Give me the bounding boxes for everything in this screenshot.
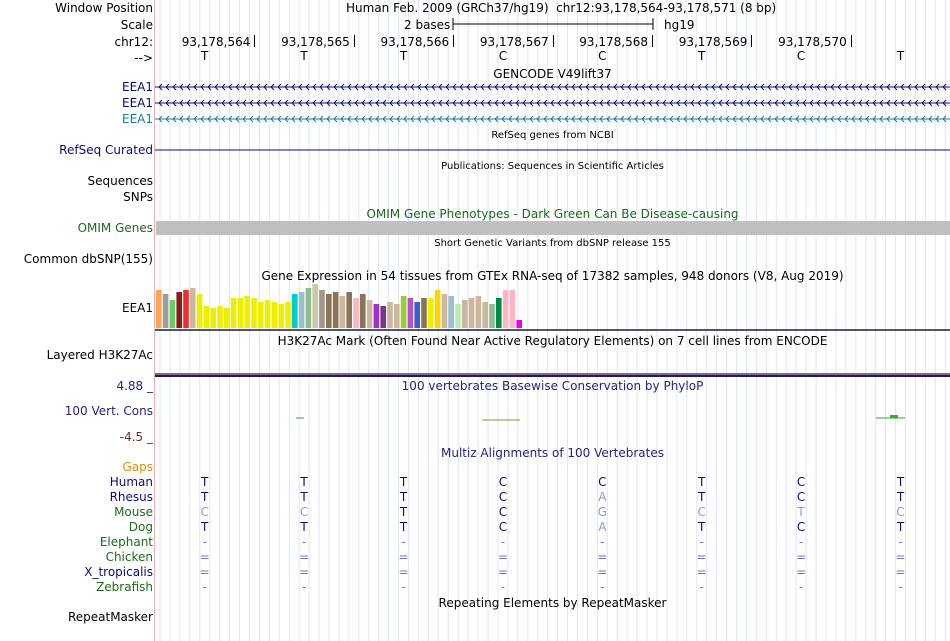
alignment-base: C <box>498 505 508 519</box>
coordinate-label: 93,178,565 <box>281 35 350 49</box>
refseq-track-title: RefSeq genes from NCBI <box>491 130 614 141</box>
gtex-tissue-bar[interactable] <box>496 298 502 328</box>
gencode-item-label[interactable]: EEA1 <box>121 80 153 94</box>
alignment-base: - <box>401 580 406 594</box>
alignment-base: = <box>696 550 707 564</box>
gtex-bar-chart <box>156 284 522 328</box>
assembly-text: Human Feb. 2009 (GRCh37/hg19) <box>346 1 549 15</box>
alignment-base: - <box>898 535 903 549</box>
dbsnp-track-title: Short Genetic Variants from dbSNP release 155 <box>434 238 671 249</box>
gtex-tissue-bar[interactable] <box>170 300 176 328</box>
gtex-tissue-bar[interactable] <box>367 300 373 328</box>
gtex-tissue-bar[interactable] <box>326 294 332 328</box>
alignment-base: T <box>896 520 905 534</box>
gtex-tissue-bar[interactable] <box>455 304 461 328</box>
strand-label: --> <box>134 51 153 65</box>
gtex-tissue-bar[interactable] <box>265 300 271 328</box>
coordinate-label: 93,178,570 <box>778 35 847 49</box>
alignment-base: T <box>698 490 706 504</box>
multiz-species-label[interactable]: Chicken <box>105 550 153 564</box>
base-letter: T <box>698 49 706 63</box>
alignment-base: = <box>597 565 608 579</box>
gtex-tissue-bar[interactable] <box>312 284 318 328</box>
multiz-species-label[interactable]: Zebrafish <box>96 580 153 594</box>
gtex-tissue-bar[interactable] <box>489 304 495 328</box>
conservation-track-label[interactable]: 100 Vert. Cons <box>64 404 153 418</box>
gtex-tissue-bar[interactable] <box>319 290 325 328</box>
alignment-base: = <box>398 550 409 564</box>
coordinate-label: 93,178,564 <box>181 35 251 49</box>
base-letter: C <box>498 49 508 63</box>
gtex-tissue-bar[interactable] <box>333 292 339 328</box>
multiz-species-label[interactable]: Mouse <box>114 505 153 519</box>
alignment-base: A <box>598 490 607 504</box>
alignment-base: = <box>497 565 508 579</box>
alignment-base: = <box>497 550 508 564</box>
multiz-gaps-label[interactable]: Gaps <box>122 460 153 474</box>
gtex-tissue-bar[interactable] <box>516 320 522 328</box>
gtex-tissue-bar[interactable] <box>306 288 312 328</box>
alignment-base: G <box>597 505 607 519</box>
alignment-base: T <box>698 475 706 489</box>
gtex-tissue-bar[interactable] <box>197 294 203 328</box>
base-letter: T <box>896 49 905 63</box>
alignment-base: T <box>300 490 308 504</box>
omim-phenotype-bar <box>156 221 950 235</box>
gtex-track-title: Gene Expression in 54 tissues from GTEx RNA-seq of 17382 samples, 948 donors (V8, Aug 2019) <box>261 269 844 283</box>
h3k27ac-track-label[interactable]: Layered H3K27Ac <box>46 348 153 362</box>
conservation-max-label: 4.88 _ <box>116 379 153 393</box>
multiz-species-label[interactable]: Elephant <box>99 535 153 549</box>
gtex-tissue-bar[interactable] <box>503 290 509 328</box>
alignment-base: C <box>697 505 706 519</box>
alignment-base: T <box>201 520 209 534</box>
coordinate-label: 93,178,567 <box>479 35 549 49</box>
alignment-base: T <box>797 505 805 519</box>
alignment-base: = <box>398 565 409 579</box>
gtex-tissue-bar[interactable] <box>340 296 346 328</box>
gtex-tissue-bar[interactable] <box>374 304 380 328</box>
gtex-tissue-bar[interactable] <box>408 298 414 328</box>
gtex-tissue-bar[interactable] <box>482 302 488 328</box>
scale-label: Scale <box>120 18 153 32</box>
conservation-track-title: 100 vertebrates Basewise Conservation by PhyloP <box>401 379 704 393</box>
alignment-base: = <box>299 550 310 564</box>
omim-track-label[interactable]: OMIM Genes <box>77 221 153 235</box>
alignment-base: T <box>300 475 308 489</box>
repeatmasker-track-title: Repeating Elements by RepeatMasker <box>438 596 667 610</box>
gtex-tissue-bar[interactable] <box>251 298 257 328</box>
gtex-tissue-bar[interactable] <box>394 304 400 328</box>
gtex-tissue-bar[interactable] <box>435 290 441 328</box>
alignment-base: - <box>202 580 207 594</box>
base-letter: T <box>201 49 209 63</box>
multiz-species-label[interactable]: Rhesus <box>109 490 153 504</box>
chromosome-label: chr12: <box>114 35 153 49</box>
alignment-base: C <box>299 505 309 519</box>
alignment-base: T <box>399 490 408 504</box>
alignment-base: T <box>201 490 209 504</box>
gtex-tissue-bar[interactable] <box>163 294 169 328</box>
gtex-tissue-bar[interactable] <box>204 306 210 328</box>
omim-track-title: OMIM Gene Phenotypes - Dark Green Can Be Disease-causing <box>366 207 739 221</box>
base-letter: C <box>598 49 607 63</box>
alignment-base: T <box>300 520 308 534</box>
alignment-base: = <box>696 565 707 579</box>
gtex-track-label[interactable]: EEA1 <box>121 301 153 315</box>
window-position-label: Window Position <box>55 1 153 15</box>
gtex-tissue-bar[interactable] <box>244 296 250 328</box>
h3k27ac-track-title: H3K27Ac Mark (Often Found Near Active Regulatory Elements) on 7 cell lines from ENCODE <box>277 334 828 348</box>
alignment-base: C <box>896 505 905 519</box>
alignment-base: - <box>699 535 704 549</box>
alignment-base: T <box>399 505 408 519</box>
alignment-base: - <box>600 580 605 594</box>
gtex-tissue-bar[interactable] <box>272 302 278 328</box>
alignment-base: C <box>498 520 508 534</box>
gtex-tissue-bar[interactable] <box>380 306 386 328</box>
gtex-tissue-bar[interactable] <box>278 304 284 328</box>
base-letter: T <box>399 49 408 63</box>
gencode-transcript <box>155 116 950 122</box>
gtex-tissue-bar[interactable] <box>401 296 407 328</box>
position-text[interactable]: chr12:93,178,564-93,178,571 (8 bp) <box>556 1 777 15</box>
base-letter: C <box>796 49 806 63</box>
alignment-base: - <box>301 580 307 594</box>
alignment-base: T <box>201 475 209 489</box>
gencode-track-title: GENCODE V49lift37 <box>493 67 612 81</box>
gencode-transcript <box>155 100 950 106</box>
repeatmasker-track-label[interactable]: RepeatMasker <box>67 610 153 624</box>
gtex-tissue-bar[interactable] <box>217 306 223 328</box>
refseq-track-label[interactable]: RefSeq Curated <box>59 143 153 157</box>
gtex-tissue-bar[interactable] <box>292 294 298 328</box>
alignment-base: = <box>796 565 807 579</box>
coordinate-label: 93,178,566 <box>380 35 450 49</box>
scale-text: 2 bases <box>404 18 451 32</box>
alignment-base: = <box>199 565 210 579</box>
multiz-species-label[interactable]: Human <box>109 475 153 489</box>
publications-sequences-label[interactable]: Sequences <box>87 174 153 188</box>
alignment-base: - <box>798 580 804 594</box>
gtex-tissue-bar[interactable] <box>190 288 196 328</box>
alignment-base: = <box>895 550 906 564</box>
gtex-tissue-bar[interactable] <box>462 300 468 328</box>
gtex-tissue-bar[interactable] <box>285 302 291 328</box>
gtex-tissue-bar[interactable] <box>299 292 305 328</box>
h3k27ac-signal-band <box>155 373 950 375</box>
gtex-tissue-bar[interactable] <box>421 298 427 328</box>
alignment-base: T <box>896 475 905 489</box>
multiz-species-label[interactable]: X_tropicalis <box>84 565 153 579</box>
gtex-tissue-bar[interactable] <box>176 292 182 328</box>
gtex-tissue-bar[interactable] <box>476 296 482 328</box>
alignment-base: C <box>498 475 508 489</box>
alignment-base: = <box>199 550 210 564</box>
publications-track-title: Publications: Sequences in Scientific Articles <box>441 161 664 172</box>
alignment-base: C <box>598 475 607 489</box>
conservation-min-label: -4.5 _ <box>119 430 153 444</box>
gtex-tissue-bar[interactable] <box>183 290 189 328</box>
alignment-base: - <box>699 580 704 594</box>
gencode-transcript <box>155 84 950 90</box>
gtex-tissue-bar[interactable] <box>448 296 454 328</box>
coordinate-label: 93,178,569 <box>678 35 748 49</box>
gencode-item-label[interactable]: EEA1 <box>121 96 153 110</box>
alignment-base: - <box>500 535 506 549</box>
scale-db: hg19 <box>664 18 695 32</box>
gtex-tissue-bar[interactable] <box>469 298 475 328</box>
alignment-base: - <box>401 535 406 549</box>
alignment-base: T <box>399 475 408 489</box>
coordinate-label: 93,178,568 <box>579 35 648 49</box>
alignment-base: - <box>798 535 804 549</box>
h3k27ac-signal-band <box>155 375 950 377</box>
alignment-base: C <box>796 490 806 504</box>
alignment-base: T <box>399 520 408 534</box>
alignment-base: = <box>895 565 906 579</box>
multiz-species-label[interactable]: Dog <box>128 520 153 534</box>
alignment-base: T <box>698 520 706 534</box>
publications-snps-label[interactable]: SNPs <box>123 190 153 204</box>
alignment-base: - <box>301 535 307 549</box>
gtex-tissue-bar[interactable] <box>258 302 264 328</box>
alignment-base: T <box>896 490 905 504</box>
gtex-tissue-bar[interactable] <box>387 302 393 328</box>
alignment-base: - <box>600 535 605 549</box>
gtex-tissue-bar[interactable] <box>414 302 420 328</box>
gtex-tissue-bar[interactable] <box>360 294 366 328</box>
gencode-item-label[interactable]: EEA1 <box>121 112 153 126</box>
gtex-tissue-bar[interactable] <box>210 308 216 328</box>
gtex-tissue-bar[interactable] <box>510 290 516 328</box>
alignment-base: C <box>796 475 806 489</box>
alignment-base: C <box>796 520 806 534</box>
gtex-tissue-bar[interactable] <box>346 292 352 328</box>
alignment-base: = <box>597 550 608 564</box>
gtex-tissue-bar[interactable] <box>353 298 359 328</box>
alignment-base: = <box>796 550 807 564</box>
gtex-tissue-bar[interactable] <box>238 298 244 328</box>
gtex-tissue-bar[interactable] <box>428 298 434 328</box>
alignment-base: C <box>498 490 508 504</box>
gtex-tissue-bar[interactable] <box>231 298 237 328</box>
multiz-track-title: Multiz Alignments of 100 Vertebrates <box>440 446 665 460</box>
dbsnp-track-label[interactable]: Common dbSNP(155) <box>23 252 153 266</box>
base-letter: T <box>300 49 308 63</box>
alignment-base: = <box>299 565 310 579</box>
alignment-base: A <box>598 520 607 534</box>
alignment-base: - <box>898 580 903 594</box>
alignment-base: - <box>202 535 207 549</box>
gtex-tissue-bar[interactable] <box>442 294 448 328</box>
alignment-base: - <box>500 580 506 594</box>
gtex-tissue-bar[interactable] <box>224 308 230 328</box>
gtex-tissue-bar[interactable] <box>156 290 162 328</box>
alignment-base: C <box>200 505 209 519</box>
